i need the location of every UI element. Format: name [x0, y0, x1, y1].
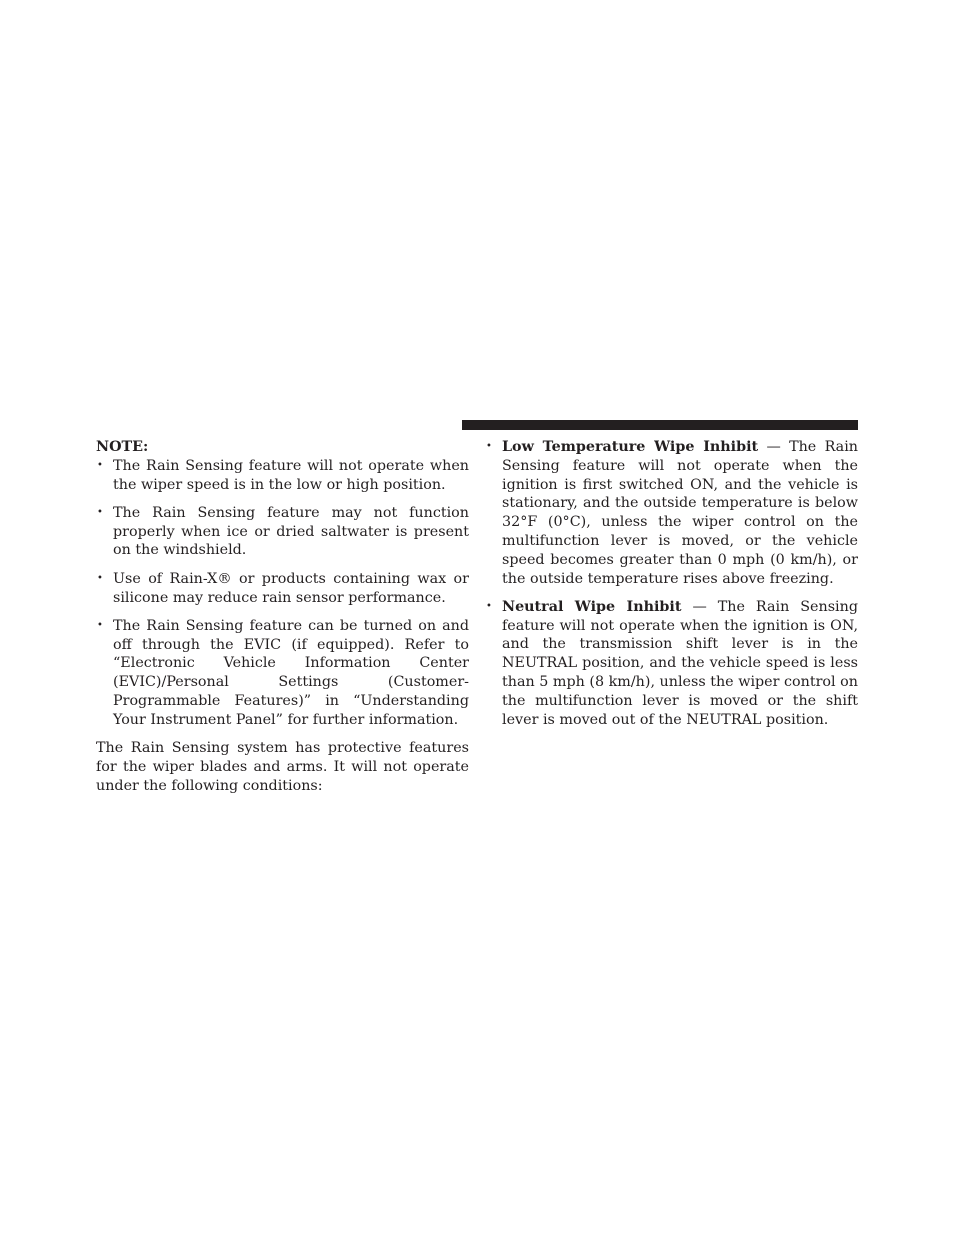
list-item [96, 617, 469, 730]
section-header-rule [462, 420, 858, 430]
condition-text: — The Rain Sensing feature will not operate when the ignition is first switched ON, and the vehicle is stationary, and the outside temperature is below 32°F (0°C), unless the wiper control on the multifunction lever is moved, or the vehicle speed becomes greater than 0 mph (0 km/h), or the outside temperature rises above freezing. [502, 439, 858, 587]
note-item-text: The Rain Sensing feature may not function properly when ice or dried saltwater is present on the windshield. [113, 504, 469, 559]
note-item-text: Use of Rain-X® or products containing wax or silicone may reduce rain sensor performance. [113, 570, 469, 606]
note-heading: NOTE: [96, 439, 149, 455]
left-column [96, 438, 469, 796]
list-item [96, 570, 469, 608]
bullet-icon: • [486, 441, 492, 452]
note-list [96, 457, 469, 730]
list-item [96, 504, 469, 560]
condition-term: Neutral Wipe Inhibit [502, 598, 682, 615]
right-column [485, 438, 858, 739]
bullet-icon: • [97, 572, 103, 584]
bullet-icon: • [97, 506, 103, 518]
conditions-list [485, 438, 858, 729]
condition-term: Low Temperature Wipe Inhibit [502, 439, 759, 455]
bullet-icon: • [97, 619, 103, 631]
bullet-icon: • [97, 459, 103, 471]
note-item-text: The Rain Sensing feature will not operate when the wiper speed is in the low or high position. [113, 457, 469, 493]
bullet-icon: • [486, 600, 492, 612]
protective-features-paragraph: The Rain Sensing system has protective features for the wiper blades and arms. It will not operate under the following conditions: [96, 740, 469, 794]
list-item [96, 457, 469, 495]
list-item [485, 438, 858, 588]
list-item [485, 598, 858, 730]
note-item-text: The Rain Sensing feature can be turned on and off through the EVIC (if equipped). Refer to “Electronic Vehicle Information Center (EVIC)/Personal Settings (Customer-Programmable Features)” in “Understanding Your Instrument Panel” for further information. [113, 617, 469, 728]
condition-text: — The Rain Sensing feature will not operate when the ignition is ON, and the transmission shift lever is in the NEUTRAL position, and the vehicle speed is less than 5 mph (8 km/h), unless the wiper control on the multifunction lever is moved or the shift lever is moved out of the NEUTRAL position. [502, 598, 858, 728]
